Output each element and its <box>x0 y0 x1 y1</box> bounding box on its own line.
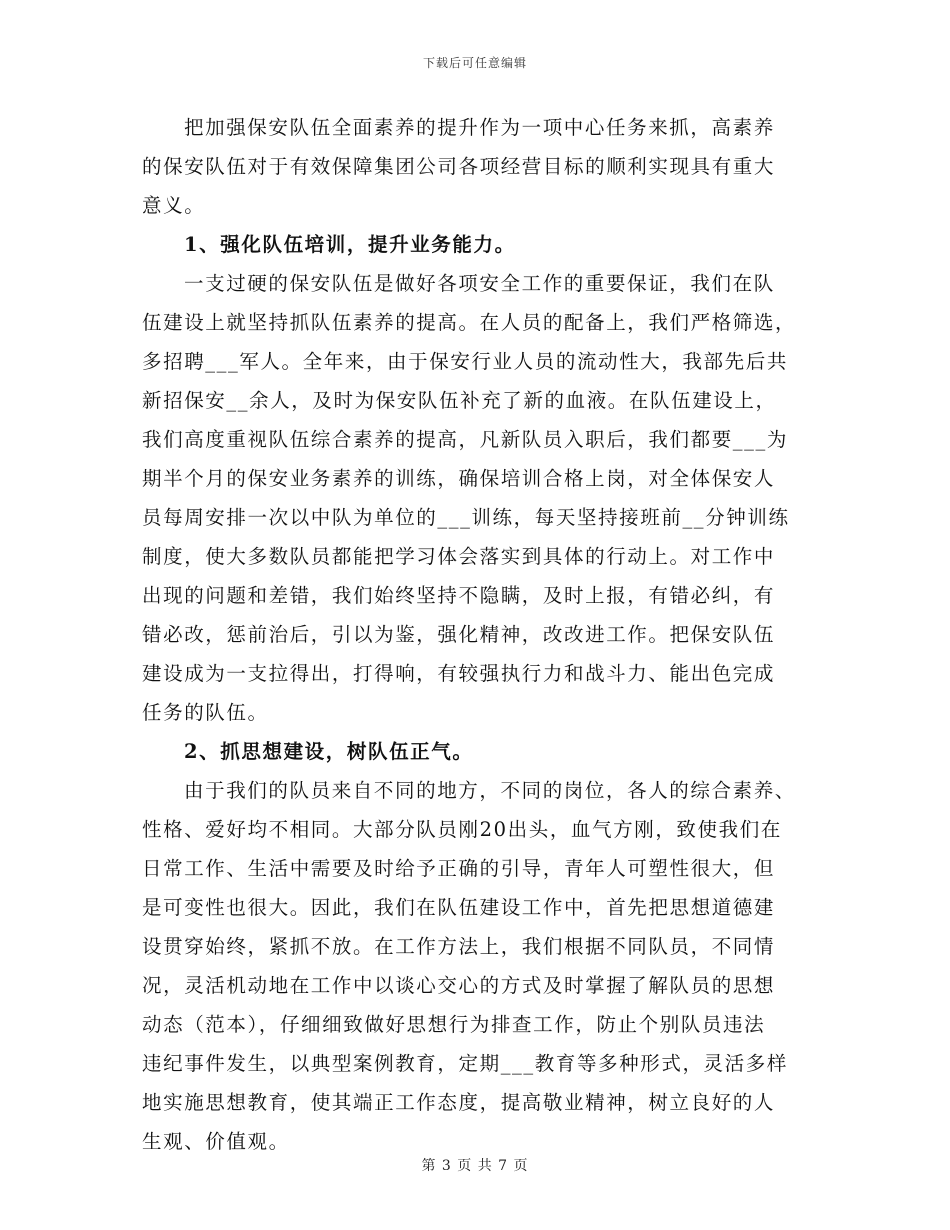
text-line: 期半个月的保安业务素养的训练，确保培训合格上岗，对全体保安人 <box>142 467 776 490</box>
text-line: 新招保安__余人，及时为保安队伍补充了新的血液。在队伍建设上， <box>142 389 777 412</box>
text-line: 制度，使大多数队员都能把学习体会落实到具体的行动上。对工作中 <box>142 545 776 568</box>
text-line: 动态（范本），仔细细致做好思想行为排查工作，防止个别队员违法 <box>142 1013 766 1036</box>
section-heading: 2、抓思想建设，树队伍正气。 <box>184 740 474 763</box>
text-line: 况，灵活机动地在工作中以谈心交心的方式及时掌握了解队员的思想 <box>142 974 776 997</box>
text-line: 由于我们的队员来自不同的地方，不同的岗位，各人的综合素养、 <box>184 779 796 802</box>
text-line: 我们高度重视队伍综合素养的提高，凡新队员入职后，我们都要___为 <box>142 428 788 451</box>
document-body <box>142 108 812 1161</box>
page-number: 第 3 页 共 7 页 <box>421 1158 529 1174</box>
text-line: 多招聘___军人。全年来，由于保安行业人员的流动性大，我部先后共 <box>142 350 788 373</box>
text-line: 地实施思想教育，使其端正工作态度，提高敬业精神，树立良好的人 <box>142 1091 776 1114</box>
text-line: 一支过硬的保安队伍是做好各项安全工作的重要保证，我们在队 <box>184 272 775 295</box>
text-line: 性格、爱好均不相同。大部分队员刚20出头，血气方刚，致使我们在 <box>142 818 782 841</box>
text-line: 设贯穿始终，紧抓不放。在工作方法上，我们根据不同队员，不同情 <box>142 935 776 958</box>
text-line: 伍建设上就坚持抓队伍素养的提高。在人员的配备上，我们严格筛选， <box>142 311 797 334</box>
text-line: 任务的队伍。 <box>142 701 269 724</box>
text-line: 员每周安排一次以中队为单位的___训练，每天坚持接班前__分钟训练 <box>142 506 790 529</box>
text-line: 错必改，惩前治后，引以为鉴，强化精神，改改进工作。把保安队伍 <box>142 623 776 646</box>
text-line: 的保安队伍对于有效保障集团公司各项经营目标的顺利实现具有重大 <box>142 155 776 178</box>
text-line: 建设成为一支拉得出，打得响，有较强执行力和战斗力、能出色完成 <box>142 662 776 685</box>
text-line: 出现的问题和差错，我们始终坚持不隐瞒，及时上报，有错必纠，有 <box>142 584 776 607</box>
text-line: 把加强保安队伍全面素养的提升作为一项中心任务来抓，高素养 <box>184 116 775 139</box>
text-line: 生观、价值观。 <box>142 1130 290 1153</box>
text-line: 是可变性也很大。因此，我们在队伍建设工作中，首先把思想道德建 <box>142 896 776 919</box>
text-line: 违纪事件发生，以典型案例教育，定期___教育等多种形式，灵活多样 <box>142 1052 788 1075</box>
page-header: 下载后可任意编辑 <box>422 56 527 70</box>
text-line: 日常工作、生活中需要及时给予正确的引导，青年人可塑性很大，但 <box>142 857 776 880</box>
text-line: 意义。 <box>142 194 206 217</box>
section-heading: 1、强化队伍培训，提升业务能力。 <box>184 233 516 256</box>
